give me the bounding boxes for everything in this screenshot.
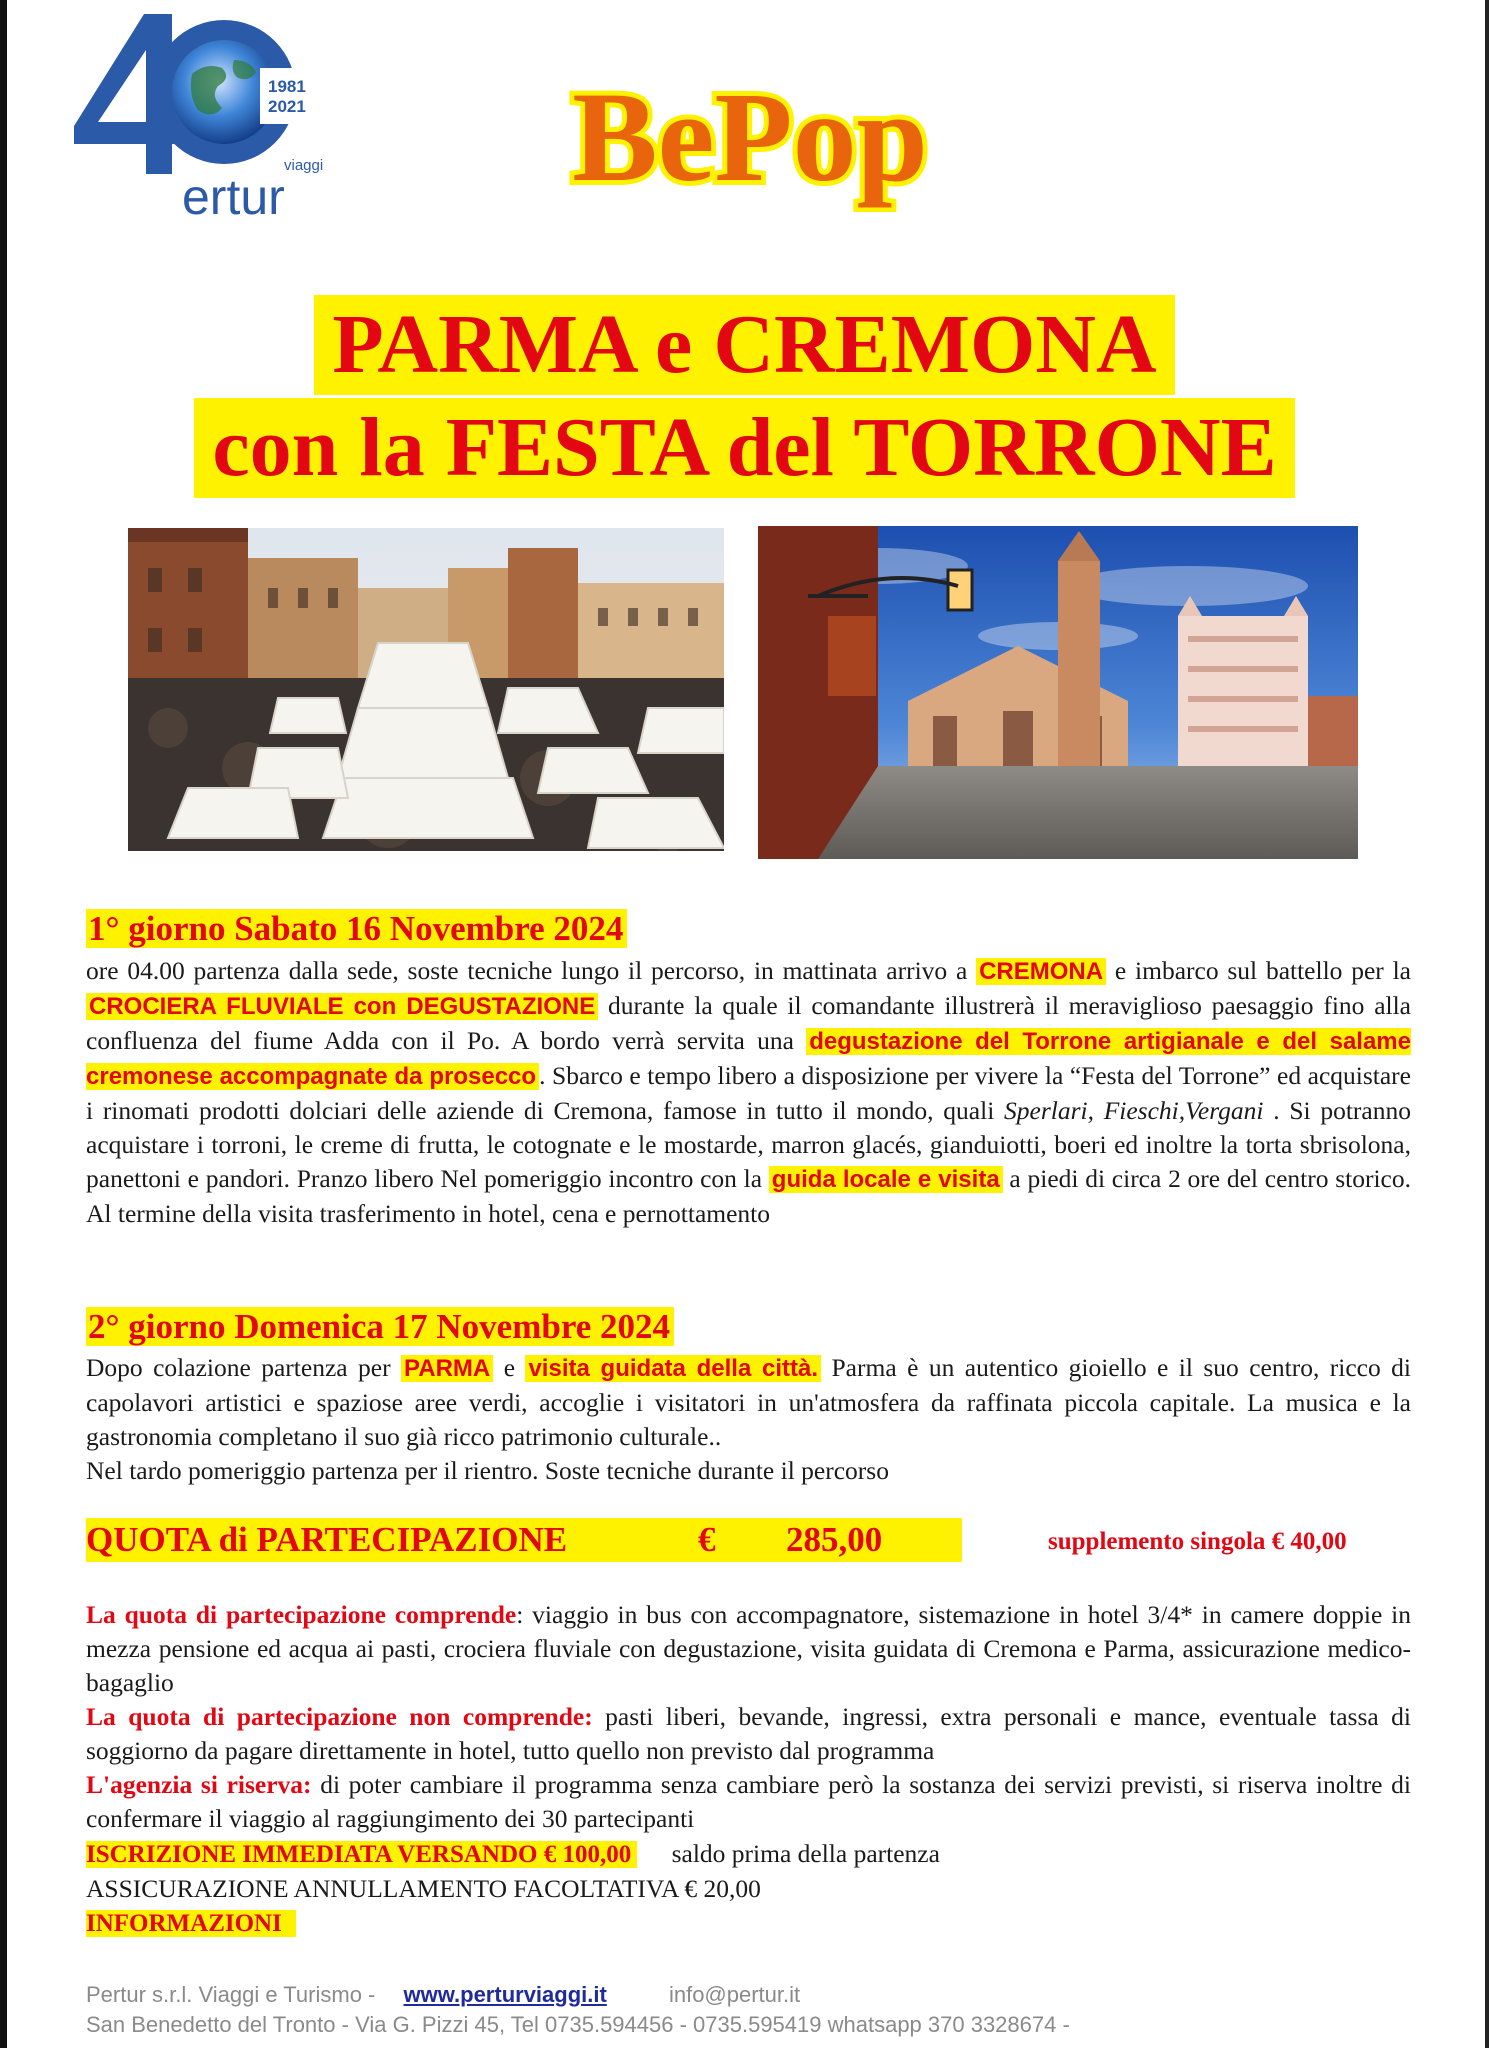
day1-highlight-guida: guida locale e visita (769, 1166, 1003, 1193)
logo-years-top: 1981 (268, 77, 306, 96)
day1-text-2: e imbarco sul battello per la (1106, 956, 1411, 985)
logo-name: ertur (182, 169, 285, 225)
day1-highlight-crociera: CROCIERA FLUVIALE con DEGUSTAZIONE (86, 993, 598, 1020)
footer-website-link[interactable]: www.perturviaggi.it (403, 1982, 607, 2007)
title-line-1-text: PARMA e CREMONA (314, 295, 1174, 395)
photo-cremona-market (128, 528, 724, 851)
bepop-brand (470, 62, 1030, 212)
day1-text-5: . Si potranno acquistare i torroni, le creme di frutta, le cotognate e le mostarde, marron glacés, gianduiotti, boeri ed inoltre la torta sbrisolona, panettoni e pandori. Pranzo libero Nel pomeriggio incontro con la (86, 1096, 1411, 1193)
footer-email[interactable]: info@pertur.it (668, 1982, 801, 2007)
day1-text-6: a piedi di circa 2 ore del centro storico. Al termine della visita trasferimento in hotel, cena e pernottamento (86, 1164, 1411, 1228)
conditions-block (86, 1598, 1411, 1836)
comprende-text: : viaggio in bus con accompagnatore, sistemazione in hotel 3/4* in camere doppie in mezza pensione ed acqua ai pasti, crociera fluviale con degustazione, visita guidata di Cremona e Parma, assicurazione medico-bagaglio (86, 1600, 1411, 1697)
photo-parma-cathedral (758, 526, 1358, 859)
logo-small-text: viaggi (284, 157, 324, 174)
day2-text-1: Dopo colazione partenza per (86, 1353, 402, 1382)
iscrizione-highlight: ISCRIZIONE IMMEDIATA VERSANDO € 100,00 (86, 1841, 637, 1868)
day2-heading (86, 1306, 674, 1348)
footer-company: Pertur s.r.l. Viaggi e Turismo - (86, 1982, 376, 2007)
footer-line-1 (86, 1980, 800, 2010)
logo-years-bottom: 2021 (268, 97, 306, 116)
quota-bar (86, 1518, 962, 1562)
agenzia-text: di poter cambiare il programma senza cambiare però la sostanza dei servizi previsti, si riserva inoltre di confermare il viaggio al raggiungimento dei 30 partecipanti (86, 1770, 1411, 1833)
day1-highlight-degustazione: degustazione del Torrone artigianale e del salame cremonese accompagnate da prosecco (86, 1028, 1411, 1090)
day1-heading (86, 908, 627, 950)
day1-paragraph (86, 954, 1411, 1231)
footer-address: San Benedetto del Tronto - Via G. Pizzi 45, Tel 0735.594456 - 0735.595419 whatsapp 370 3328674 - (86, 2012, 1070, 2037)
non-comprende-label: La quota di partecipazione non comprende: (86, 1702, 593, 1731)
day2-highlight-visita: visita guidata della città. (525, 1355, 821, 1382)
day1-heading-text: 1° giorno Sabato 16 Novembre 2024 (86, 909, 627, 948)
saldo-text: saldo prima della partenza (671, 1839, 940, 1868)
day2-highlight-parma: PARMA (401, 1355, 493, 1382)
iscrizione-line (86, 1837, 940, 1872)
title-line-2-text: con la FESTA del TORRONE (194, 398, 1294, 498)
informazioni-highlight: INFORMAZIONI (86, 1910, 296, 1937)
quota-amount: 285,00 (786, 1520, 883, 1559)
title-line-2 (0, 398, 1489, 498)
day1-text-4: . Sbarco e tempo libero a disposizione per vivere la “Festa del Torrone” ed acquistare i rinomati prodotti dolciari delle aziende di Cremona, famose in tutto il mondo, quali (86, 1061, 1411, 1125)
day2-text-4: Nel tardo pomeriggio partenza per il rientro. Soste tecniche durante il percorso (86, 1456, 889, 1485)
pertur-logo (74, 14, 344, 234)
day2-heading-text: 2° giorno Domenica 17 Novembre 2024 (86, 1307, 674, 1346)
title-line-1 (0, 295, 1489, 395)
day2-text-2: e (493, 1353, 526, 1382)
brand-text: BePop (572, 66, 928, 208)
day2-text-3: Parma è un autentico gioiello e il suo centro, ricco di capolavori artistici e spaziose aree verdi, accoglie i visitatori in un'atmosfera da raffinata piccola capitale. La musica e la gastronomia completano il suo già ricco patrimonio culturale.. (86, 1353, 1411, 1451)
day1-text-1: ore 04.00 partenza dalla sede, soste tecniche lungo il percorso, in mattinata arrivo a (86, 956, 977, 985)
agenzia-label: L'agenzia si riserva: (86, 1770, 312, 1799)
day1-brands: Sperlari, Fieschi,Vergani (1004, 1096, 1264, 1125)
day2-paragraph (86, 1351, 1411, 1488)
quota-label: QUOTA di PARTECIPAZIONE (86, 1520, 568, 1559)
informazioni-line (86, 1906, 296, 1941)
comprende-label: La quota di partecipazione comprende (86, 1600, 517, 1629)
day1-text-3: durante la quale il comandante illustrerà il meraviglioso paesaggio fino alla confluenza del fiume Adda con il Po. A bordo verrà servita una (86, 991, 1411, 1055)
non-comprende-text: pasti liberi, bevande, ingressi, extra personali e mance, eventuale tassa di soggiorno da pagare direttamente in hotel, tutto quello non previsto dal programma (86, 1702, 1411, 1765)
assicurazione-line: ASSICURAZIONE ANNULLAMENTO FACOLTATIVA € 20,00 (86, 1874, 761, 1903)
quota-currency: € (698, 1520, 716, 1559)
day1-highlight-cremona: CREMONA (976, 958, 1106, 985)
supplemento-singola: supplemento singola € 40,00 (1048, 1528, 1347, 1555)
